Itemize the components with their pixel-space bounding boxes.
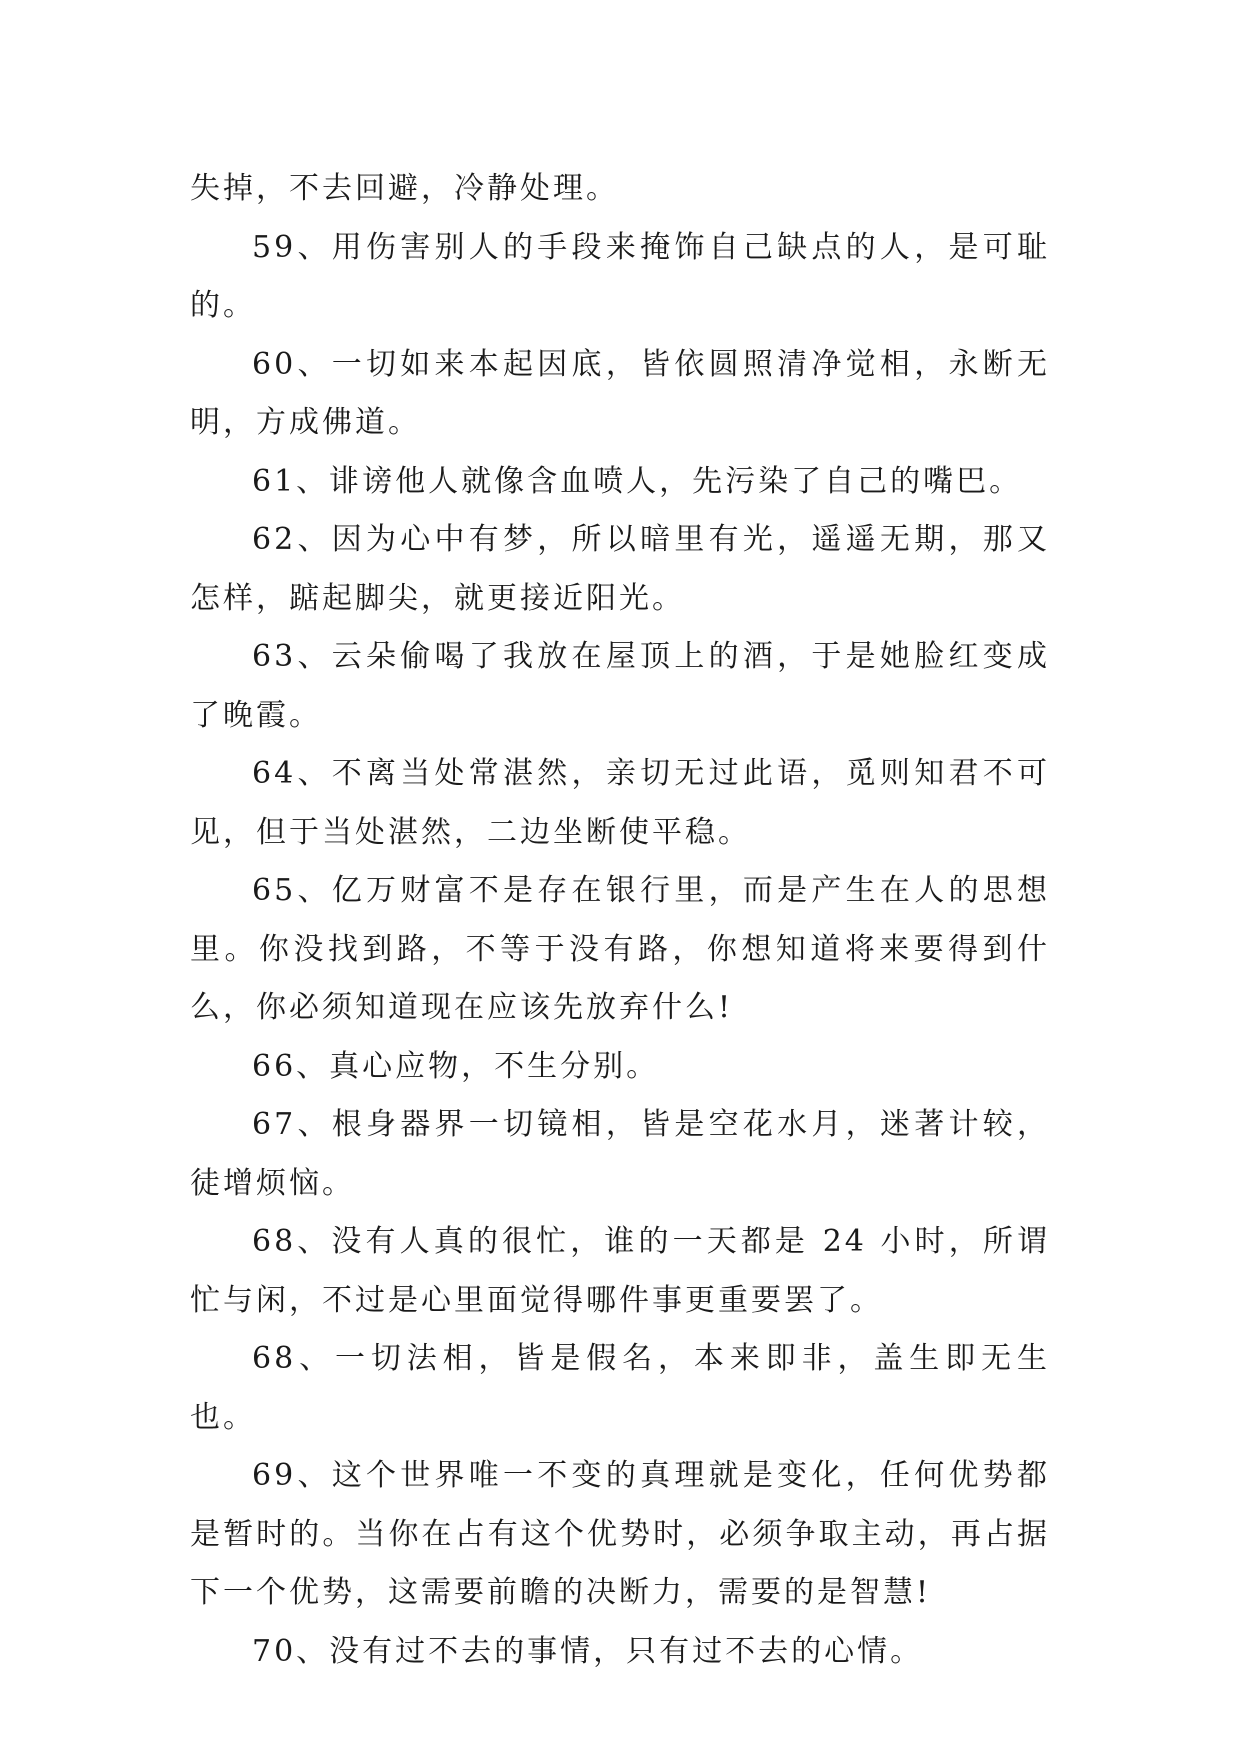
paragraph: 66、真心应物，不生分别。 [252, 1048, 660, 1084]
paragraph: 68、没有人真的很忙，谁的一天都是 24 小时，所谓忙与闲，不过是心里面觉得哪件事更重要罢了。 [190, 1224, 1050, 1318]
paragraph: 70、没有过不去的事情，只有过不去的心情。 [252, 1633, 924, 1669]
paragraph: 62、因为心中有梦，所以暗里有光，遥遥无期，那又怎样，踮起脚尖，就更接近阳光。 [190, 522, 1050, 616]
paragraph: 59、用伤害别人的手段来掩饰自己缺点的人，是可耻的。 [190, 229, 1050, 323]
paragraph: 63、云朵偷喝了我放在屋顶上的酒，于是她脸红变成了晚霞。 [190, 639, 1050, 733]
paragraph: 失掉，不去回避，冷静处理。 [190, 171, 619, 206]
paragraph: 65、亿万财富不是存在银行里，而是产生在人的思想里。你没找到路，不等于没有路，你想知道将来要得到什么，你必须知道现在应该先放弃什么! [190, 873, 1050, 1025]
paragraph: 64、不离当处常湛然，亲切无过此语，觅则知君不可见，但于当处湛然，二边坐断使平稳。 [190, 756, 1050, 850]
paragraph: 60、一切如来本起因底，皆依圆照清净觉相，永断无明，方成佛道。 [190, 346, 1050, 440]
paragraph: 67、根身器界一切镜相，皆是空花水月，迷著计较，徒增烦恼。 [190, 1107, 1050, 1201]
document-body [190, 160, 1050, 1681]
paragraph: 68、一切法相，皆是假名，本来即非，盖生即无生也。 [190, 1341, 1050, 1435]
paragraph: 61、诽谤他人就像含血喷人，先污染了自己的嘴巴。 [252, 463, 1023, 499]
paragraph: 69、这个世界唯一不变的真理就是变化，任何优势都是暂时的。当你在占有这个优势时，必须争取主动，再占据下一个优势，这需要前瞻的决断力，需要的是智慧! [190, 1458, 1050, 1610]
